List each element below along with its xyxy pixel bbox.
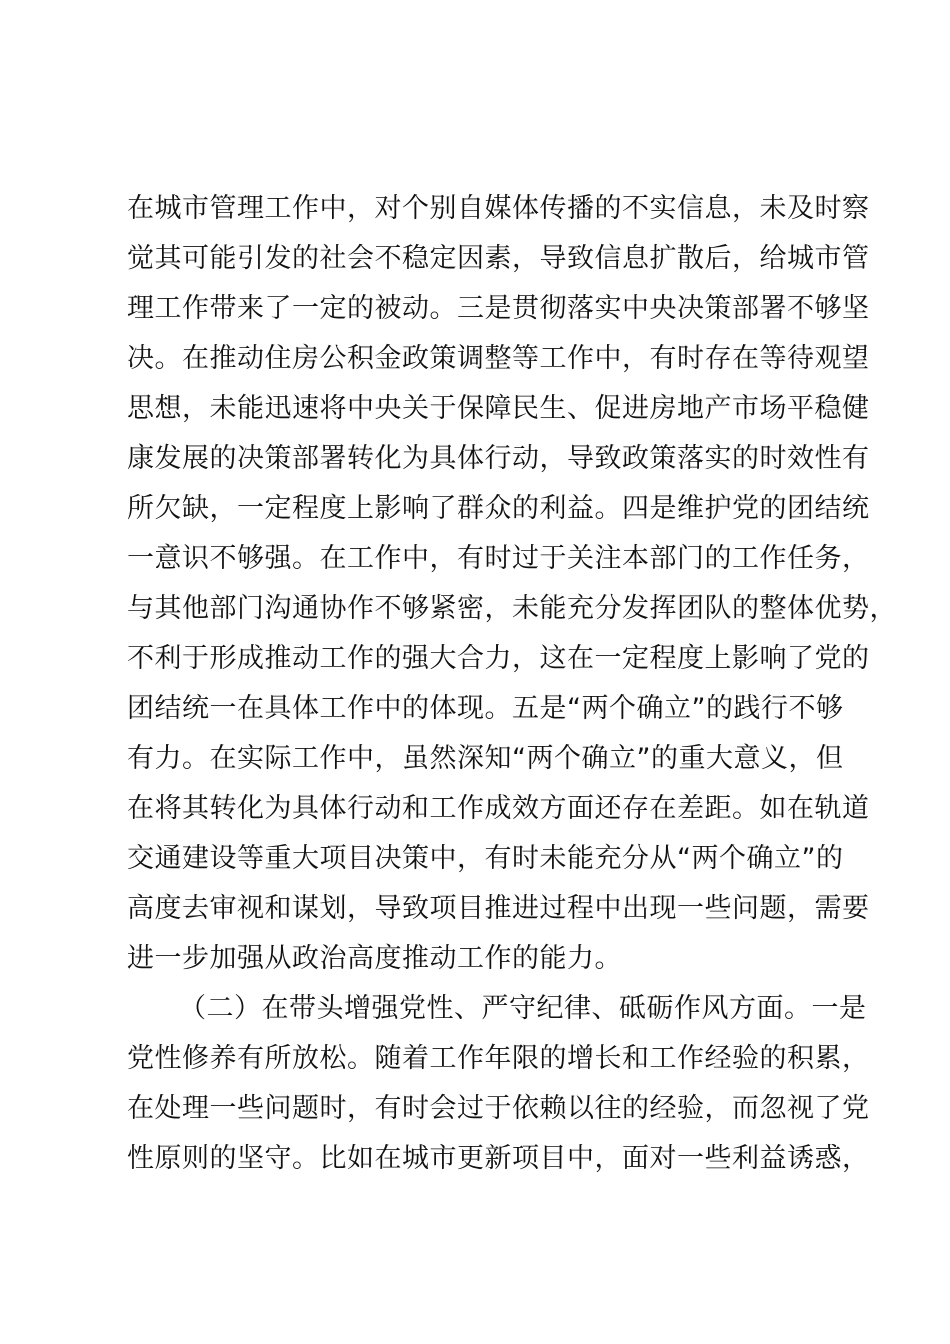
- text-line: 与其他部门沟通协作不够紧密，未能充分发挥团队的整体优势，: [127, 593, 897, 624]
- text-line: 在处理一些问题时，有时会过于依赖以往的经验，而忽视了党: [127, 1093, 870, 1124]
- text-line: 高度去审视和谋划，导致项目推进过程中出现一些问题，需要: [127, 893, 870, 924]
- text-line: 所欠缺，一定程度上影响了群众的利益。四是维护党的团结统: [127, 493, 870, 524]
- text-line: 不利于形成推动工作的强大合力，这在一定程度上影响了党的: [127, 643, 870, 674]
- text-line: 进一步加强从政治高度推动工作的能力。: [127, 943, 622, 974]
- text-line: 决。在推动住房公积金政策调整等工作中，有时存在等待观望: [127, 343, 870, 374]
- text-line: 在将其转化为具体行动和工作成效方面还存在差距。如在轨道: [127, 793, 870, 824]
- text-line: 一意识不够强。在工作中，有时过于关注本部门的工作任务，: [127, 543, 870, 574]
- text-line: 性原则的坚守。比如在城市更新项目中，面对一些利益诱惑，: [127, 1143, 870, 1174]
- text-line: 党性修养有所放松。随着工作年限的增长和工作经验的积累，: [127, 1043, 870, 1074]
- text-line: 有力。在实际工作中，虽然深知“两个确立”的重大意义，但: [127, 743, 844, 774]
- body-text: [127, 184, 897, 1184]
- text-line: 觉其可能引发的社会不稳定因素，导致信息扩散后，给城市管: [127, 243, 870, 274]
- text-line: 交通建设等重大项目决策中，有时未能充分从“两个确立”的: [127, 843, 844, 874]
- text-line: 康发展的决策部署转化为具体行动，导致政策落实的时效性有: [127, 443, 870, 474]
- text-line: 团结统一在具体工作中的体现。五是“两个确立”的践行不够: [127, 693, 844, 724]
- section-heading-line: （二）在带头增强党性、严守纪律、砥砺作风方面。一是: [179, 993, 867, 1024]
- text-line: 理工作带来了一定的被动。三是贯彻落实中央决策部署不够坚: [127, 293, 870, 324]
- text-line: 思想，未能迅速将中央关于保障民生、促进房地产市场平稳健: [127, 393, 870, 424]
- text-line: 在城市管理工作中，对个别自媒体传播的不实信息，未及时察: [127, 193, 870, 224]
